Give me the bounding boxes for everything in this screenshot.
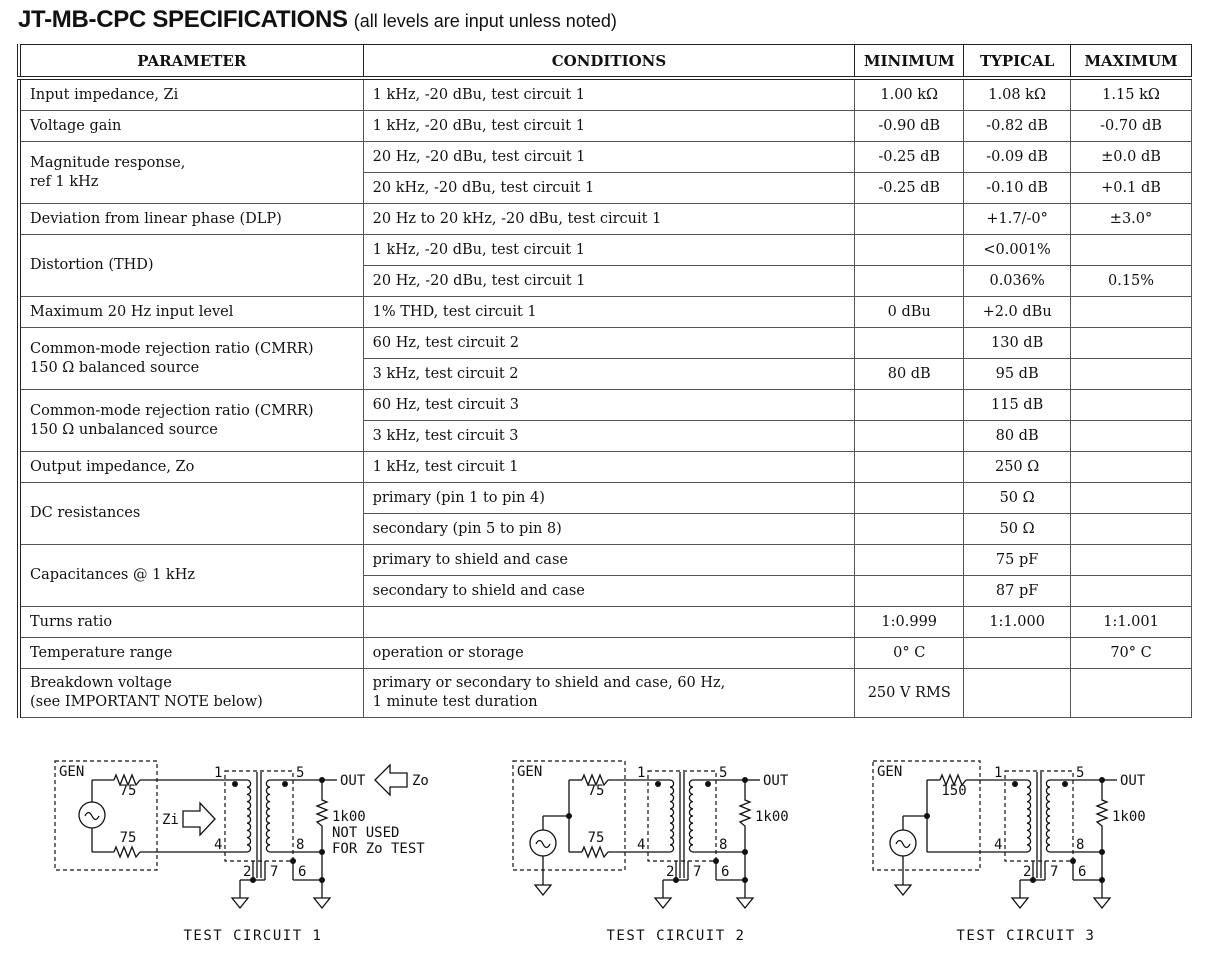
- parameter-cell: [19, 390, 363, 452]
- cell-text-line: Deviation from linear phase (DLP): [30, 210, 282, 227]
- cell-text-line: ref 1 kHz: [30, 173, 99, 190]
- typ-value-cell: 75 pF: [964, 545, 1071, 576]
- column-header-conditions: CONDITIONS: [363, 45, 855, 79]
- parameter-cell: [19, 235, 363, 297]
- pin-8-label: 8: [1076, 837, 1085, 853]
- cell-text-line: 1 minute test duration: [372, 694, 538, 710]
- min-value-cell: [855, 576, 964, 607]
- transformer: [994, 765, 1146, 908]
- cell-text-line: 60 Hz, test circuit 3: [372, 396, 519, 413]
- min-value-cell: 250 V RMS: [855, 669, 964, 718]
- cell-text-line: 150 Ω balanced source: [30, 359, 200, 376]
- typ-value-cell: 0.036%: [964, 266, 1071, 297]
- junction-dot: [282, 781, 288, 787]
- column-header-parameter: PARAMETER: [19, 45, 363, 79]
- load-resistor-value: 1k00: [755, 809, 789, 825]
- generator-label: GEN: [517, 764, 543, 780]
- pin-8-label: 8: [719, 837, 728, 853]
- max-value-cell: +0.1 dB: [1071, 173, 1192, 204]
- table-row: [19, 328, 1192, 359]
- zi-label: Zi: [162, 812, 179, 828]
- ground-icon: [655, 898, 671, 908]
- cell-text-line: Turns ratio: [30, 613, 113, 630]
- typ-value-cell: 87 pF: [964, 576, 1071, 607]
- typ-value-cell: 50 Ω: [964, 514, 1071, 545]
- typ-value-cell: 1:1.000: [964, 607, 1071, 638]
- ground-icon: [1094, 898, 1110, 908]
- coil-icon: [1046, 780, 1050, 852]
- conditions-cell: [363, 111, 855, 142]
- pin-6-label: 6: [721, 864, 730, 880]
- parameter-cell: [19, 111, 363, 142]
- table-row: [19, 111, 1192, 142]
- column-header-maximum: MAXIMUM: [1071, 45, 1192, 79]
- cell-text-line: 20 Hz, -20 dBu, test circuit 1: [372, 148, 586, 165]
- cell-text-line: primary (pin 1 to pin 4): [372, 489, 545, 506]
- cell-text-line: 3 kHz, test circuit 3: [372, 427, 519, 444]
- pin-2-label: 2: [666, 864, 675, 880]
- parameter-cell: [19, 297, 363, 328]
- max-value-cell: [1071, 576, 1192, 607]
- cell-text-line: Voltage gain: [30, 117, 122, 134]
- cell-text-line: 60 Hz, test circuit 2: [372, 334, 519, 351]
- ground-icon: [737, 898, 753, 908]
- table-header-row: [19, 45, 1192, 79]
- column-header-typical: TYPICAL: [964, 45, 1071, 79]
- typ-value-cell: 250 Ω: [964, 452, 1071, 483]
- conditions-cell: [363, 576, 855, 607]
- junction-dot: [655, 781, 661, 787]
- load-resistor-icon: [740, 780, 750, 852]
- min-value-cell: [855, 421, 964, 452]
- junction-dot: [1012, 781, 1018, 787]
- cell-text-line: 150 Ω unbalanced source: [30, 421, 218, 438]
- conditions-cell: [363, 328, 855, 359]
- junction-dot: [232, 781, 238, 787]
- table-row: [19, 452, 1192, 483]
- cell-text-line: 20 Hz to 20 kHz, -20 dBu, test circuit 1: [372, 210, 662, 227]
- conditions-cell: [363, 483, 855, 514]
- parameter-cell: [19, 204, 363, 235]
- table-row: [19, 78, 1192, 111]
- max-value-cell: ±0.0 dB: [1071, 142, 1192, 173]
- pin-7-label: 7: [693, 864, 702, 880]
- pin-2-label: 2: [243, 864, 252, 880]
- ground-icon: [1012, 898, 1028, 908]
- conditions-cell: [363, 235, 855, 266]
- cell-text-line: primary or secondary to shield and case, 60 Hz,: [372, 675, 726, 691]
- min-value-cell: -0.25 dB: [855, 142, 964, 173]
- out-label: OUT: [340, 773, 366, 789]
- typ-value-cell: -0.82 dB: [964, 111, 1071, 142]
- title-subtitle: (all levels are input unless noted): [353, 11, 617, 31]
- conditions-cell: [363, 78, 855, 111]
- circuit-caption: TEST CIRCUIT 2: [606, 928, 746, 944]
- test-circuit-2-diagram: [500, 750, 810, 950]
- table-row: [19, 142, 1192, 173]
- conditions-cell: [363, 452, 855, 483]
- conditions-cell: [363, 421, 855, 452]
- cell-text-line: Input impedance, Zi: [30, 86, 179, 103]
- min-value-cell: [855, 545, 964, 576]
- specifications-table: [17, 44, 1192, 718]
- pin-5-label: 5: [1076, 765, 1085, 781]
- min-value-cell: 80 dB: [855, 359, 964, 390]
- pin-4-label: 4: [637, 837, 646, 853]
- transformer: [637, 765, 789, 908]
- cell-text-line: Common-mode rejection ratio (CMRR): [30, 340, 314, 357]
- pin-4-label: 4: [214, 837, 223, 853]
- coil-icon: [1027, 780, 1031, 852]
- title-main: JT-MB-CPC SPECIFICATIONS: [18, 6, 348, 33]
- conditions-cell: [363, 514, 855, 545]
- resistor-top-value: 150: [941, 783, 967, 799]
- resistor-top-value: 75: [119, 783, 137, 799]
- pin-4-label: 4: [994, 837, 1003, 853]
- min-value-cell: -0.25 dB: [855, 173, 964, 204]
- cell-text-line: 20 Hz, -20 dBu, test circuit 1: [372, 272, 586, 289]
- max-value-cell: -0.70 dB: [1071, 111, 1192, 142]
- coil-icon: [689, 780, 693, 852]
- resistor-bottom-value: 75: [587, 830, 605, 846]
- resistor-icon: [582, 847, 608, 857]
- ground-icon: [895, 885, 911, 895]
- cell-text-line: 3 kHz, test circuit 2: [372, 365, 519, 382]
- cell-text-line: Output impedance, Zo: [30, 458, 195, 475]
- conditions-cell: [363, 638, 855, 669]
- conditions-cell: [363, 204, 855, 235]
- cell-text-line: secondary (pin 5 to pin 8): [372, 520, 562, 537]
- out-label: OUT: [1120, 773, 1146, 789]
- zo-arrow-icon: [375, 765, 407, 795]
- coil-icon: [670, 780, 674, 852]
- conditions-cell: [363, 266, 855, 297]
- max-value-cell: [1071, 297, 1192, 328]
- max-value-cell: [1071, 235, 1192, 266]
- max-value-cell: [1071, 514, 1192, 545]
- typ-value-cell: [964, 638, 1071, 669]
- cell-text-line: operation or storage: [372, 644, 524, 661]
- typ-value-cell: -0.10 dB: [964, 173, 1071, 204]
- conditions-cell: [363, 390, 855, 421]
- sine-icon: [85, 813, 99, 820]
- pin-7-label: 7: [270, 864, 279, 880]
- max-value-cell: [1071, 545, 1192, 576]
- min-value-cell: 0° C: [855, 638, 964, 669]
- cell-text-line: Magnitude response,: [30, 154, 186, 171]
- load-resistor-icon: [1097, 780, 1107, 852]
- cell-text-line: (see IMPORTANT NOTE below): [30, 694, 263, 710]
- conditions-cell: [363, 359, 855, 390]
- parameter-cell: [19, 483, 363, 545]
- max-value-cell: [1071, 359, 1192, 390]
- cell-text-line: Capacitances @ 1 kHz: [30, 567, 196, 583]
- parameter-cell: [19, 607, 363, 638]
- ground-icon: [232, 898, 248, 908]
- typ-value-cell: +2.0 dBu: [964, 297, 1071, 328]
- typ-value-cell: 115 dB: [964, 390, 1071, 421]
- transformer: [214, 765, 429, 908]
- table-row: [19, 235, 1192, 266]
- cell-text-line: Breakdown voltage: [30, 675, 172, 691]
- pin-1-label: 1: [994, 765, 1003, 781]
- sine-icon: [896, 841, 910, 848]
- typ-value-cell: 95 dB: [964, 359, 1071, 390]
- parameter-cell: [19, 638, 363, 669]
- ground-icon: [535, 885, 551, 895]
- resistor-top-value: 75: [587, 783, 605, 799]
- table-row: [19, 204, 1192, 235]
- parameter-cell: [19, 78, 363, 111]
- circuit-caption: TEST CIRCUIT 3: [956, 928, 1096, 944]
- min-value-cell: [855, 204, 964, 235]
- load-resistor-value: 1k00: [332, 809, 366, 825]
- resistor-icon: [114, 847, 140, 857]
- load-note-line: NOT USED: [332, 825, 400, 841]
- table-row: [19, 390, 1192, 421]
- min-value-cell: 1:0.999: [855, 607, 964, 638]
- junction-dot: [1062, 781, 1068, 787]
- table-row: [19, 638, 1192, 669]
- typ-value-cell: 1.08 kΩ: [964, 78, 1071, 111]
- cell-text-line: Maximum 20 Hz input level: [30, 303, 234, 320]
- typ-value-cell: 130 dB: [964, 328, 1071, 359]
- table-row: [19, 607, 1192, 638]
- parameter-cell: [19, 452, 363, 483]
- max-value-cell: 70° C: [1071, 638, 1192, 669]
- max-value-cell: [1071, 483, 1192, 514]
- coil-icon: [266, 780, 270, 852]
- typ-value-cell: 80 dB: [964, 421, 1071, 452]
- max-value-cell: 1:1.001: [1071, 607, 1192, 638]
- conditions-cell: [363, 142, 855, 173]
- min-value-cell: [855, 483, 964, 514]
- cell-text-line: secondary to shield and case: [372, 582, 585, 599]
- min-value-cell: 0 dBu: [855, 297, 964, 328]
- cell-text-line: Distortion (THD): [30, 257, 154, 273]
- cell-text-line: Temperature range: [30, 644, 173, 661]
- pin-7-label: 7: [1050, 864, 1059, 880]
- page-title: [18, 6, 617, 34]
- max-value-cell: 0.15%: [1071, 266, 1192, 297]
- pin-6-label: 6: [298, 864, 307, 880]
- load-resistor-value: 1k00: [1112, 809, 1146, 825]
- generator-label: GEN: [877, 764, 903, 780]
- cell-text-line: 1 kHz, test circuit 1: [372, 458, 519, 475]
- coil-icon: [247, 780, 251, 852]
- load-resistor-icon: [317, 780, 327, 852]
- min-value-cell: 1.00 kΩ: [855, 78, 964, 111]
- junction-dot: [705, 781, 711, 787]
- cell-text-line: 20 kHz, -20 dBu, test circuit 1: [372, 179, 595, 196]
- table-row: [19, 669, 1192, 718]
- cell-text-line: DC resistances: [30, 505, 141, 521]
- conditions-cell: [363, 669, 855, 718]
- max-value-cell: [1071, 669, 1192, 718]
- min-value-cell: [855, 235, 964, 266]
- max-value-cell: 1.15 kΩ: [1071, 78, 1192, 111]
- cell-text-line: 1 kHz, -20 dBu, test circuit 1: [372, 86, 585, 103]
- max-value-cell: [1071, 452, 1192, 483]
- min-value-cell: [855, 514, 964, 545]
- max-value-cell: [1071, 421, 1192, 452]
- zi-arrow-icon: [183, 803, 215, 835]
- min-value-cell: [855, 328, 964, 359]
- max-value-cell: [1071, 390, 1192, 421]
- min-value-cell: [855, 266, 964, 297]
- pin-5-label: 5: [719, 765, 728, 781]
- test-circuit-3-diagram: [860, 750, 1160, 950]
- max-value-cell: [1071, 328, 1192, 359]
- out-label: OUT: [763, 773, 789, 789]
- typ-value-cell: +1.7/-0°: [964, 204, 1071, 235]
- pin-1-label: 1: [214, 765, 223, 781]
- conditions-cell: [363, 545, 855, 576]
- ground-icon: [314, 898, 330, 908]
- pin-2-label: 2: [1023, 864, 1032, 880]
- circuit-caption: TEST CIRCUIT 1: [183, 928, 323, 944]
- parameter-cell: [19, 328, 363, 390]
- parameter-cell: [19, 142, 363, 204]
- generator-label: GEN: [59, 764, 85, 780]
- table-row: [19, 297, 1192, 328]
- conditions-cell: [363, 297, 855, 328]
- min-value-cell: [855, 452, 964, 483]
- pin-5-label: 5: [296, 765, 305, 781]
- conditions-cell: [363, 607, 855, 638]
- test-circuit-1-diagram: [40, 750, 460, 950]
- cell-text-line: primary to shield and case: [372, 551, 568, 568]
- typ-value-cell: 50 Ω: [964, 483, 1071, 514]
- load-note-line: FOR Zo TEST: [332, 841, 425, 857]
- pin-6-label: 6: [1078, 864, 1087, 880]
- resistor-bottom-value: 75: [119, 830, 137, 846]
- cell-text-line: 1 kHz, -20 dBu, test circuit 1: [372, 117, 585, 134]
- table-row: [19, 483, 1192, 514]
- min-value-cell: -0.90 dB: [855, 111, 964, 142]
- typ-value-cell: <0.001%: [964, 235, 1071, 266]
- column-header-minimum: MINIMUM: [855, 45, 964, 79]
- typ-value-cell: [964, 669, 1071, 718]
- table-row: [19, 545, 1192, 576]
- parameter-cell: [19, 545, 363, 607]
- max-value-cell: ±3.0°: [1071, 204, 1192, 235]
- cell-text-line: 1% THD, test circuit 1: [372, 303, 537, 320]
- min-value-cell: [855, 390, 964, 421]
- zo-label: Zo: [412, 773, 429, 789]
- sine-icon: [536, 841, 550, 848]
- pin-1-label: 1: [637, 765, 646, 781]
- conditions-cell: [363, 173, 855, 204]
- pin-8-label: 8: [296, 837, 305, 853]
- parameter-cell: [19, 669, 363, 718]
- cell-text-line: Common-mode rejection ratio (CMRR): [30, 402, 314, 419]
- cell-text-line: 1 kHz, -20 dBu, test circuit 1: [372, 241, 585, 258]
- typ-value-cell: -0.09 dB: [964, 142, 1071, 173]
